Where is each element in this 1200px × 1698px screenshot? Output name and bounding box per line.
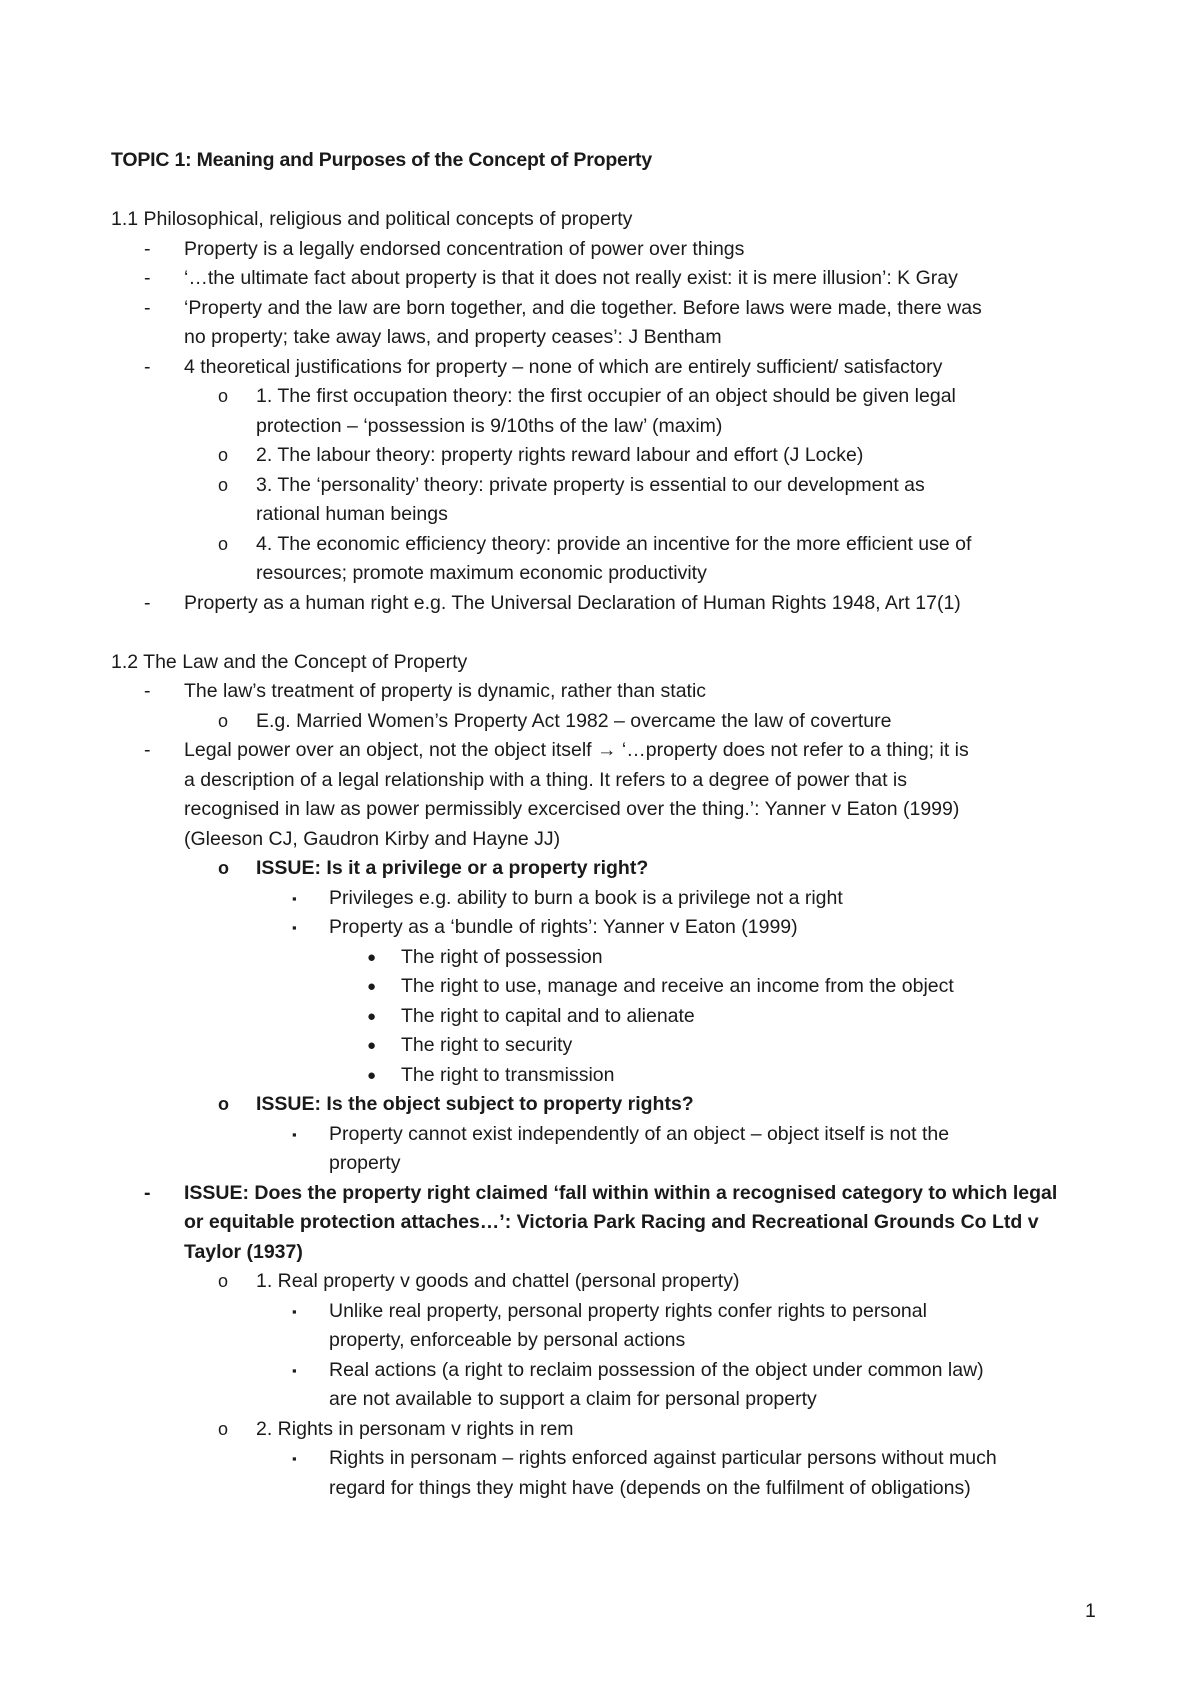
line-text: 1.2 The Law and the Concept of Property [111,650,468,673]
line-text: no property; take away laws, and property ceases’: J Bentham [184,326,722,348]
square-marker: ▪ [292,920,297,935]
bullet-marker: ● [367,1007,377,1025]
list-item [111,1090,1111,1120]
list-item [111,1208,1111,1238]
line-text: The right to use, manage and receive an income from the object [401,975,954,997]
circle-marker: o [218,1271,229,1291]
list-item [111,1179,1111,1209]
dash-marker: - [144,739,151,761]
list-item [111,736,1111,766]
line-text: Property as a ‘bundle of rights’: Yanner v Eaton (1999) [329,916,798,938]
square-marker: ▪ [292,1451,297,1466]
line-text: The right to transmission [401,1063,615,1086]
circle-marker: o [218,1094,229,1114]
list-item [111,441,1111,471]
document-lines [111,205,1111,1503]
line-text: 1. Real property v goods and chattel (personal property) [256,1270,740,1292]
list-item [111,500,1111,530]
dash-marker: - [144,267,151,289]
bullet-marker: ● [367,1066,377,1084]
list-item [111,972,1111,1002]
line-text: property, enforceable by personal actions [329,1329,686,1351]
line-text: Privileges e.g. ability to burn a book is a privilege not a right [329,886,843,909]
line-text: recognised in law as power permissibly excercised over the thing.’: Yanner v Eaton (1999) [184,798,960,820]
circle-marker: o [218,386,229,406]
line-text: Legal power over an object, not the object itself → ‘…property does not refer to a thing; it is [184,739,969,761]
line-text: ‘…the ultimate fact about property is that it does not really exist: it is mere illusion’: K Gray [184,267,958,289]
list-item [111,1297,1111,1327]
list-item [111,707,1111,737]
circle-marker: o [218,1418,229,1439]
list-item [111,1326,1111,1356]
line-text: protection – ‘possession is 9/10ths of the law’ (maxim) [256,414,723,437]
line-text: The right to security [401,1034,573,1056]
list-item [111,235,1111,265]
list-item [111,294,1111,324]
line-text: ISSUE: Is it a privilege or a property right? [256,857,649,879]
circle-marker: o [218,533,229,554]
line-text: Unlike real property, personal property rights confer rights to personal [329,1299,927,1322]
line-text: Real actions (a right to reclaim possession of the object under common law) [329,1358,984,1381]
line-text: a description of a legal relationship with a thing. It refers to a degree of power that is [184,768,907,791]
bullet-marker: ● [367,948,377,966]
dash-marker: - [144,296,151,319]
line-text: ISSUE: Is the object subject to property rights? [256,1093,694,1115]
list-item [111,589,1111,619]
list-item [111,1267,1111,1297]
circle-marker: o [218,474,229,495]
list-item [111,264,1111,294]
line-text: Property is a legally endorsed concentration of power over things [184,237,745,260]
document-body [111,146,1111,1503]
circle-marker: o [218,858,229,878]
line-text: ISSUE: Does the property right claimed ‘fall within within a recognised category to which legal [184,1181,1058,1204]
line-text: The law’s treatment of property is dynamic, rather than static [184,680,707,702]
list-item [111,795,1111,825]
dash-marker: - [144,355,151,378]
line-text: ‘Property and the law are born together, and die together. Before laws were made, there was [184,296,982,319]
line-text: property [329,1152,401,1174]
bullet-marker: ● [367,1037,377,1054]
list-item [111,913,1111,943]
spacer [111,176,1111,206]
line-text: 4. The economic efficiency theory: provide an incentive for the more efficient use of [256,532,972,555]
list-item [111,559,1111,589]
list-item [111,1474,1111,1504]
line-text: Property cannot exist independently of an object – object itself is not the [329,1122,950,1145]
list-item [111,884,1111,914]
square-marker: ▪ [292,1362,297,1378]
line-text: 2. The labour theory: property rights reward labour and effort (J Locke) [256,444,864,466]
list-item [111,825,1111,855]
line-text: E.g. Married Women’s Property Act 1982 – overcame the law of coverture [256,709,892,732]
square-marker: ▪ [292,1126,297,1142]
list-item [111,1031,1111,1061]
list-item [111,1120,1111,1150]
line-text: 1. The first occupation theory: the first occupier of an object should be given legal [256,385,956,407]
list-item [111,677,1111,707]
line-text: 3. The ‘personality’ theory: private property is essential to our development as [256,473,925,496]
list-item [111,353,1111,383]
line-text: The right to capital and to alienate [401,1004,695,1027]
square-marker: ▪ [292,1303,297,1319]
dash-marker: - [144,237,151,260]
line-text: 1.1 Philosophical, religious and political concepts of property [111,208,633,230]
dash-marker: - [144,591,151,614]
circle-marker: o [218,710,229,731]
line-text: 2. Rights in personam v rights in rem [256,1417,574,1440]
list-item [111,530,1111,560]
section-heading [111,648,1111,678]
list-item [111,1385,1111,1415]
circle-marker: o [218,445,229,465]
list-item [111,1444,1111,1474]
list-item [111,471,1111,501]
list-item [111,854,1111,884]
line-text: Taylor (1937) [184,1240,303,1263]
line-text: (Gleeson CJ, Gaudron Kirby and Hayne JJ) [184,827,561,850]
list-item [111,323,1111,353]
list-item [111,1238,1111,1268]
bullet-marker: ● [367,978,377,995]
square-marker: ▪ [292,890,297,906]
line-text: are not available to support a claim for personal property [329,1388,817,1410]
line-text: Property as a human right e.g. The Universal Declaration of Human Rights 1948, Art 17(1) [184,591,961,614]
list-item [111,1002,1111,1032]
document-title: TOPIC 1: Meaning and Purposes of the Concept of Property [111,149,652,171]
section-heading [111,205,1111,235]
line-text: or equitable protection attaches…’: Victoria Park Racing and Recreational Grounds Co Ltd v [184,1211,1039,1233]
page-number: 1 [1085,1600,1096,1622]
line-text: resources; promote maximum economic productivity [256,562,707,584]
dash-marker: - [144,680,151,702]
spacer [111,618,1111,648]
list-item [111,1415,1111,1445]
list-item [111,943,1111,973]
line-text: 4 theoretical justifications for property – none of which are entirely sufficient/ satisfactory [184,355,943,378]
line-text: Rights in personam – rights enforced against particular persons without much [329,1447,997,1469]
line-text: regard for things they might have (depends on the fulfilment of obligations) [329,1476,971,1499]
list-item [111,382,1111,412]
list-item [111,766,1111,796]
list-item [111,412,1111,442]
line-text: rational human beings [256,503,448,525]
dash-marker: - [144,1181,151,1204]
list-item [111,1356,1111,1386]
line-text: The right of possession [401,945,603,968]
list-item [111,1061,1111,1091]
list-item [111,1149,1111,1179]
